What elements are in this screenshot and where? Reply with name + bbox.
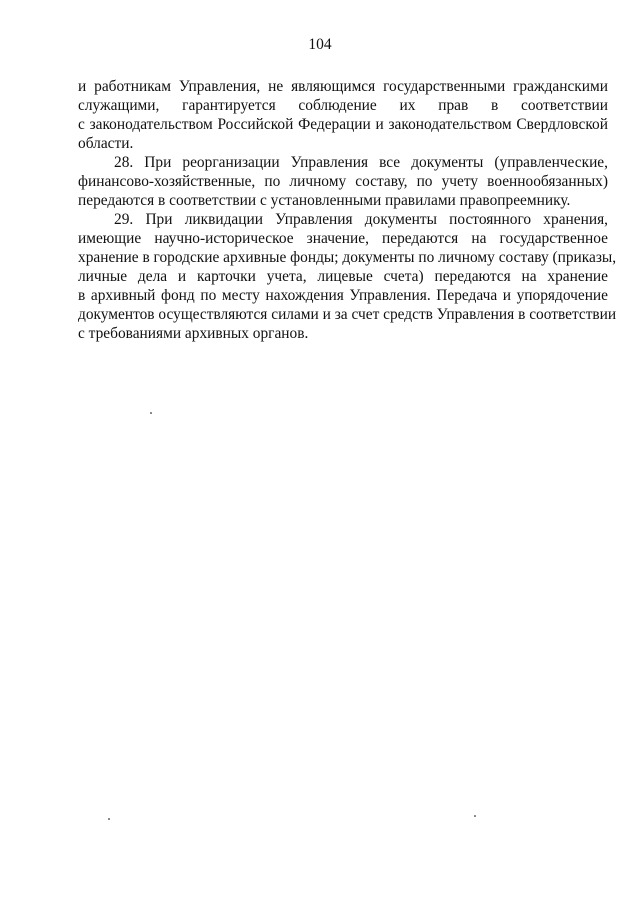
text-line: с требованиями архивных органов. bbox=[78, 325, 309, 342]
text-line: имеющие научно-историческое значение, передаются на государственное bbox=[78, 230, 608, 247]
text-line: хранение в городские архивные фонды; документы по личному составу (приказы, bbox=[78, 249, 617, 266]
text-line: личные дела и карточки учета, лицевые счета) передаются на хранение bbox=[78, 268, 608, 285]
text-line: финансово-хозяйственные, по личному составу, по учету военнообязанных) bbox=[78, 173, 608, 190]
text-line: и работникам Управления, не являющимся государственными гражданскими bbox=[78, 78, 608, 95]
text-line: области. bbox=[78, 135, 134, 152]
text-line: документов осуществляются силами и за счет средств Управления в соответствии bbox=[78, 306, 617, 323]
paragraph-28-start: 28. При реорганизации Управления все документы (управленческие, bbox=[114, 154, 608, 171]
text-line: передаются в соответствии с установленными правилами правопреемнику. bbox=[78, 192, 571, 209]
scan-speck bbox=[108, 818, 110, 820]
text-line: в архивный фонд по месту нахождения Управления. Передача и упорядочение bbox=[78, 287, 608, 304]
scan-speck bbox=[474, 815, 476, 817]
text-line: служащими, гарантируется соблюдение их прав в соответствии bbox=[78, 97, 608, 114]
document-body bbox=[78, 77, 617, 343]
paragraph-29-start: 29. При ликвидации Управления документы постоянного хранения, bbox=[114, 211, 608, 228]
text-line: с законодательством Российской Федерации и законодательством Свердловской bbox=[78, 116, 608, 133]
scan-speck bbox=[150, 412, 152, 414]
page-number: 104 bbox=[308, 36, 332, 53]
